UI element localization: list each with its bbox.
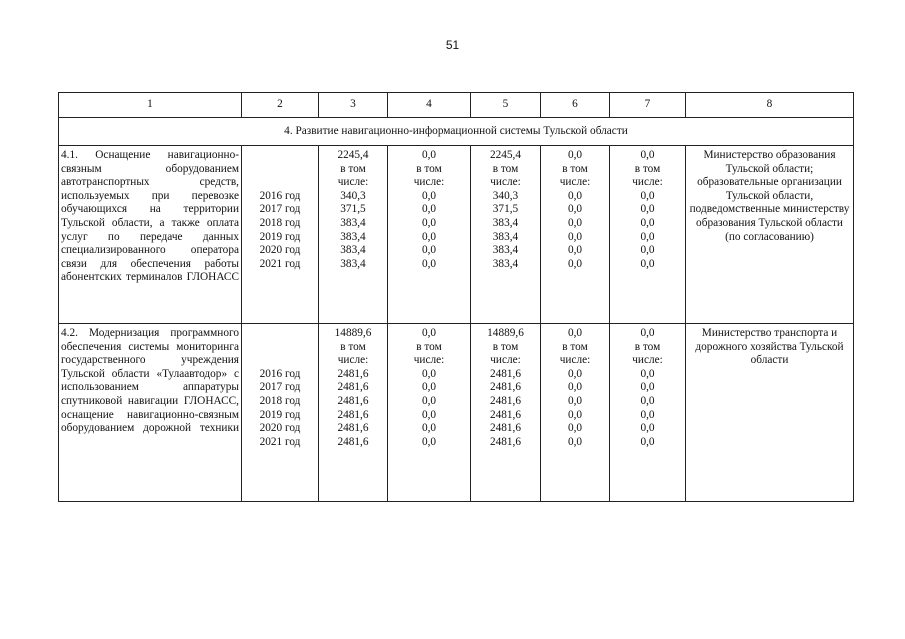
page-number: 51 <box>445 38 460 52</box>
funding-col4-cell <box>388 146 471 324</box>
value: 2481,6 <box>489 381 522 394</box>
year-label: 2019 год <box>259 230 301 243</box>
header-cell: 2 <box>242 93 319 118</box>
program-table <box>58 92 854 502</box>
table-row <box>59 146 854 324</box>
value: числе: <box>559 354 591 367</box>
header-cell: 5 <box>471 93 541 118</box>
value: 2245,4 <box>489 149 522 161</box>
value: 0,0 <box>640 189 655 202</box>
year-label: 2020 год <box>259 244 301 257</box>
value: 0,0 <box>640 408 655 421</box>
value: 2481,6 <box>337 367 369 380</box>
value: в том <box>416 340 442 353</box>
value: 340,3 <box>492 189 519 202</box>
value: 0,0 <box>640 435 655 448</box>
value: 383,4 <box>340 244 366 257</box>
value: 0,0 <box>421 149 437 161</box>
funding-col5-cell <box>471 324 541 502</box>
value: в том <box>634 340 661 353</box>
year-label: 2016 год <box>259 189 301 202</box>
value: 371,5 <box>340 203 366 216</box>
value: 0,0 <box>567 230 583 243</box>
year-label: 2019 год <box>259 408 301 421</box>
value: 0,0 <box>421 327 437 339</box>
measure-name-cell <box>59 146 242 324</box>
value: в том <box>634 162 661 175</box>
value: 0,0 <box>567 189 583 202</box>
value: числе: <box>559 176 591 189</box>
value: 2245,4 <box>337 149 369 161</box>
value: числе: <box>413 176 445 189</box>
value: 0,0 <box>640 367 655 380</box>
funding-col7-cell <box>610 146 686 324</box>
value: 0,0 <box>640 422 655 435</box>
value: 0,0 <box>567 367 583 380</box>
value: в том <box>492 340 519 353</box>
funding-col4-cell <box>388 324 471 502</box>
value: числе: <box>490 354 521 367</box>
value: 0,0 <box>640 381 655 394</box>
value: 0,0 <box>567 408 583 421</box>
value: 0,0 <box>421 216 437 229</box>
value: 383,4 <box>492 230 519 243</box>
value: 383,4 <box>492 216 519 229</box>
value: 383,4 <box>492 244 519 257</box>
value: 0,0 <box>567 422 583 435</box>
value: числе: <box>632 354 663 367</box>
value: 2481,6 <box>489 435 522 448</box>
value: 0,0 <box>640 394 655 407</box>
value: 0,0 <box>567 149 583 161</box>
measure-name: 4.1. Оснащение навигационно-связным оборудованием автотранспортных средств, используемых при перевозке обучающихся на территории Тульской области, а также оплата услуг по передаче данных специализированного оператора связи для обеспечения работы абонентских терминалов ГЛОНАСС <box>61 149 239 284</box>
executor-cell: Министерство транспорта и дорожного хозяйства Тульской области <box>686 324 854 502</box>
measure-name: 4.2. Модернизация программного обеспечения системы мониторинга государственного учреждения Тульской области «Тулаавтодор» с использованием аппаратуры спутниковой навигации ГЛОНАСС, оснащение навигационно-связным оборудованием дорожной техники <box>61 327 239 435</box>
year-label: 2016 год <box>259 367 301 380</box>
value: 0,0 <box>640 257 655 270</box>
value: 2481,6 <box>489 422 522 435</box>
value: 2481,6 <box>489 408 522 421</box>
value: числе: <box>337 354 369 367</box>
value: 0,0 <box>640 203 655 216</box>
value: 0,0 <box>567 381 583 394</box>
value: 0,0 <box>567 244 583 257</box>
value: 383,4 <box>492 257 519 270</box>
value: 0,0 <box>640 327 655 339</box>
measure-name-cell <box>59 324 242 502</box>
header-cell: 4 <box>388 93 471 118</box>
value: 0,0 <box>421 257 437 270</box>
header-cell: 6 <box>541 93 610 118</box>
value: 371,5 <box>492 203 519 216</box>
year-label: 2017 год <box>259 203 301 216</box>
value: 2481,6 <box>337 422 369 435</box>
total-funding-cell <box>319 146 388 324</box>
value: 2481,6 <box>337 408 369 421</box>
value: 0,0 <box>567 435 583 448</box>
value: 2481,6 <box>337 394 369 407</box>
value: в том <box>340 162 366 175</box>
value: в том <box>416 162 442 175</box>
value: 14889,6 <box>487 327 524 339</box>
year-label: 2021 год <box>259 435 301 448</box>
value: 0,0 <box>640 149 655 161</box>
value: 0,0 <box>421 422 437 435</box>
year-label: 2021 год <box>259 257 301 270</box>
value: 383,4 <box>340 230 366 243</box>
value: 2481,6 <box>337 381 369 394</box>
value: числе: <box>413 354 445 367</box>
section-row <box>59 118 854 146</box>
years-cell <box>242 146 319 324</box>
table-row <box>59 324 854 502</box>
value: 0,0 <box>421 435 437 448</box>
year-label: 2017 год <box>259 381 301 394</box>
value: 0,0 <box>640 216 655 229</box>
header-row <box>59 93 854 118</box>
value: 0,0 <box>567 216 583 229</box>
value: 0,0 <box>567 257 583 270</box>
value: числе: <box>337 176 369 189</box>
value: 2481,6 <box>489 367 522 380</box>
funding-col7-cell <box>610 324 686 502</box>
value: числе: <box>632 176 663 189</box>
funding-col6-cell <box>541 146 610 324</box>
value: 14889,6 <box>334 327 372 339</box>
value: 0,0 <box>421 408 437 421</box>
value: в том <box>340 340 366 353</box>
header-cell: 3 <box>319 93 388 118</box>
header-cell: 7 <box>610 93 686 118</box>
value: 0,0 <box>421 189 437 202</box>
section-title: 4. Развитие навигационно-информационной системы Тульской области <box>59 118 854 146</box>
value: 0,0 <box>421 394 437 407</box>
funding-col5-cell <box>471 146 541 324</box>
value: 383,4 <box>340 257 366 270</box>
value: числе: <box>490 176 521 189</box>
value: в том <box>562 162 588 175</box>
value: 383,4 <box>340 216 366 229</box>
value: в том <box>492 162 519 175</box>
value: 0,0 <box>421 230 437 243</box>
executor-cell: Министерство образования Тульской области; образовательные организации Тульской области, подведомственные министерству образования Тульской области (по согласованию) <box>686 146 854 324</box>
value: 2481,6 <box>489 394 522 407</box>
value: 0,0 <box>421 367 437 380</box>
year-label: 2018 год <box>259 394 301 407</box>
value: 0,0 <box>640 244 655 257</box>
value: в том <box>562 340 588 353</box>
funding-col6-cell <box>541 324 610 502</box>
total-funding-cell <box>319 324 388 502</box>
header-cell: 1 <box>59 93 242 118</box>
years-cell <box>242 324 319 502</box>
value: 340,3 <box>340 189 366 202</box>
value: 0,0 <box>421 381 437 394</box>
year-label: 2020 год <box>259 422 301 435</box>
value: 0,0 <box>567 327 583 339</box>
value: 0,0 <box>567 203 583 216</box>
value: 0,0 <box>640 230 655 243</box>
header-cell: 8 <box>686 93 854 118</box>
value: 0,0 <box>421 203 437 216</box>
value: 0,0 <box>567 394 583 407</box>
value: 2481,6 <box>337 435 369 448</box>
value: 0,0 <box>421 244 437 257</box>
year-label: 2018 год <box>259 216 301 229</box>
